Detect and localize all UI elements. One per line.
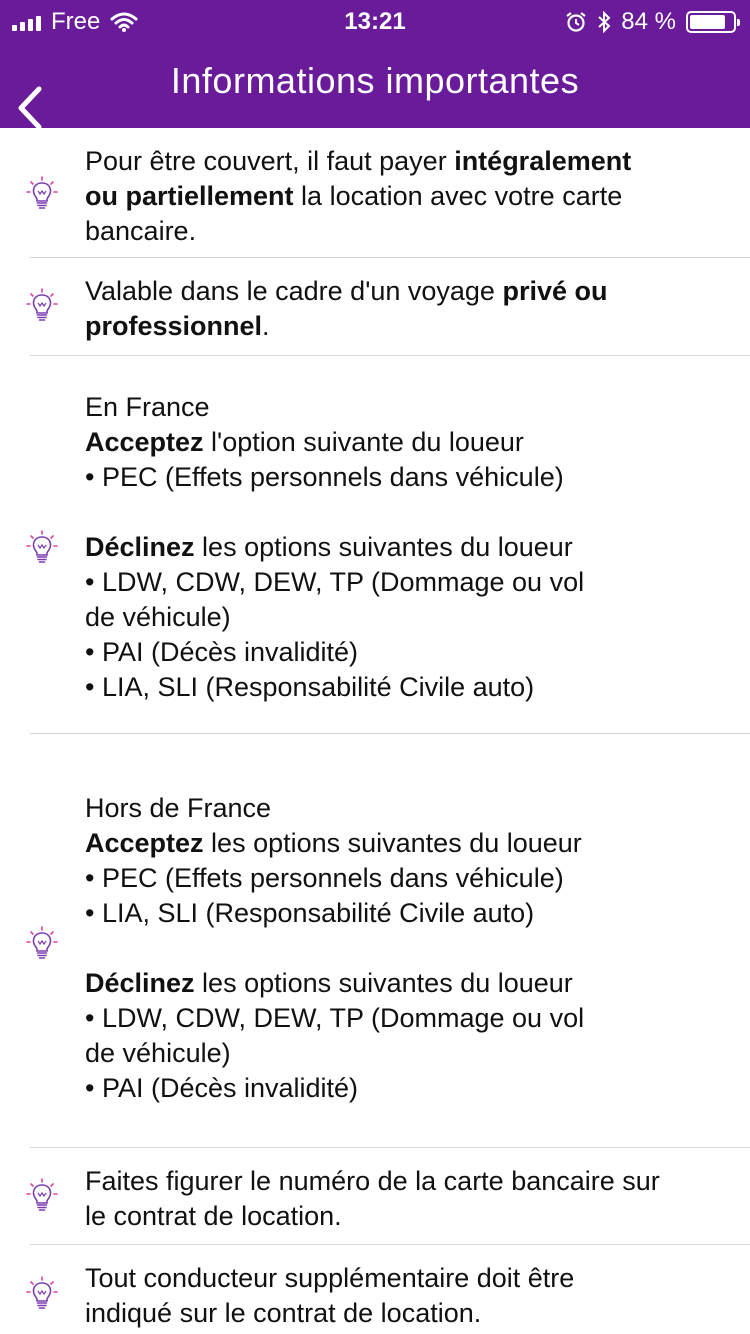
bold-text: privé ou	[502, 276, 608, 306]
text-line	[85, 1261, 722, 1296]
battery-percent: 84 %	[621, 8, 676, 35]
info-text	[85, 144, 722, 249]
text-line	[85, 460, 722, 495]
text-segment: • PEC (Effets personnels dans véhicule)	[85, 462, 564, 492]
text-segment: les options suivantes du loueur	[203, 828, 582, 858]
info-row	[0, 1148, 750, 1245]
text-line	[85, 1296, 722, 1331]
text-segment: les options suivantes du loueur	[194, 532, 573, 562]
lightbulb-icon	[22, 924, 62, 964]
info-list	[0, 128, 750, 1334]
text-line	[85, 565, 722, 600]
battery-fill	[690, 15, 725, 29]
info-text	[85, 390, 722, 705]
info-row	[0, 128, 750, 258]
app-header	[0, 0, 750, 128]
text-line	[85, 179, 722, 214]
text-segment: indiqué sur le contrat de location.	[85, 1298, 482, 1328]
bold-text: Acceptez	[85, 427, 204, 457]
text-line	[85, 1001, 722, 1036]
bold-text: ou partiellement	[85, 181, 294, 211]
text-line	[85, 1164, 722, 1199]
bold-text: Déclinez	[85, 532, 195, 562]
text-segment: • LDW, CDW, DEW, TP (Dommage ou vol	[85, 1003, 585, 1033]
bold-text: professionnel	[85, 311, 263, 341]
lightbulb-icon	[22, 174, 62, 214]
bold-text: Acceptez	[85, 828, 204, 858]
text-segment: • LIA, SLI (Responsabilité Civile auto)	[85, 672, 535, 702]
text-segment: • PAI (Décès invalidité)	[85, 1073, 359, 1103]
text-line	[85, 1071, 722, 1106]
text-segment: l'option suivante du loueur	[203, 427, 524, 457]
bluetooth-icon	[597, 11, 611, 33]
text-segment: de véhicule)	[85, 1038, 231, 1068]
text-line	[85, 144, 722, 179]
battery-icon	[686, 11, 736, 33]
lightbulb-icon	[22, 1176, 62, 1216]
info-text	[85, 791, 722, 1106]
text-segment: Pour être couvert, il faut payer	[85, 146, 455, 176]
text-segment: • PAI (Décès invalidité)	[85, 637, 359, 667]
text-segment: la location avec votre carte	[293, 181, 623, 211]
text-line	[85, 931, 722, 966]
text-line	[85, 600, 722, 635]
text-line	[85, 670, 722, 705]
page-title: Informations importantes	[170, 60, 580, 101]
text-segment: de véhicule)	[85, 602, 231, 632]
text-segment: • PEC (Effets personnels dans véhicule)	[85, 863, 564, 893]
lightbulb-icon	[22, 528, 62, 568]
text-line	[85, 530, 722, 565]
bold-text: intégralement	[454, 146, 632, 176]
info-row	[0, 258, 750, 356]
text-segment: .	[262, 311, 270, 341]
text-segment: les options suivantes du loueur	[194, 968, 573, 998]
text-line	[85, 826, 722, 861]
text-segment: • LDW, CDW, DEW, TP (Dommage ou vol	[85, 567, 585, 597]
text-segment: En France	[85, 392, 210, 422]
status-right	[565, 8, 736, 36]
text-segment: bancaire.	[85, 216, 197, 246]
text-segment: Faites figurer le numéro de la carte bancaire sur	[85, 1166, 660, 1196]
text-line	[85, 635, 722, 670]
status-time: 13:21	[344, 8, 406, 35]
text-line	[85, 495, 722, 530]
text-segment: le contrat de location.	[85, 1201, 342, 1231]
text-segment: • LIA, SLI (Responsabilité Civile auto)	[85, 898, 535, 928]
text-segment: Tout conducteur supplémentaire doit être	[85, 1263, 575, 1293]
info-text	[85, 274, 722, 344]
info-text	[85, 1164, 722, 1234]
info-text	[85, 1261, 722, 1331]
lightbulb-icon	[22, 286, 62, 326]
text-segment: Valable dans le cadre d'un voyage	[85, 276, 503, 306]
text-line	[85, 966, 722, 1001]
info-row	[0, 356, 750, 734]
lightbulb-icon	[22, 1274, 62, 1314]
text-line	[85, 896, 722, 931]
text-line	[85, 214, 722, 249]
text-line	[85, 1199, 722, 1234]
carrier-label: Free	[51, 8, 101, 35]
text-segment: Hors de France	[85, 793, 272, 823]
text-line	[85, 791, 722, 826]
status-bar	[0, 0, 750, 40]
text-line	[85, 1036, 722, 1071]
text-line	[85, 274, 722, 309]
text-line	[85, 309, 722, 344]
text-line	[85, 425, 722, 460]
info-row	[0, 1245, 750, 1334]
text-line	[85, 861, 722, 896]
info-row	[0, 734, 750, 1148]
bold-text: Déclinez	[85, 968, 195, 998]
alarm-icon	[565, 11, 587, 33]
text-line	[85, 390, 722, 425]
